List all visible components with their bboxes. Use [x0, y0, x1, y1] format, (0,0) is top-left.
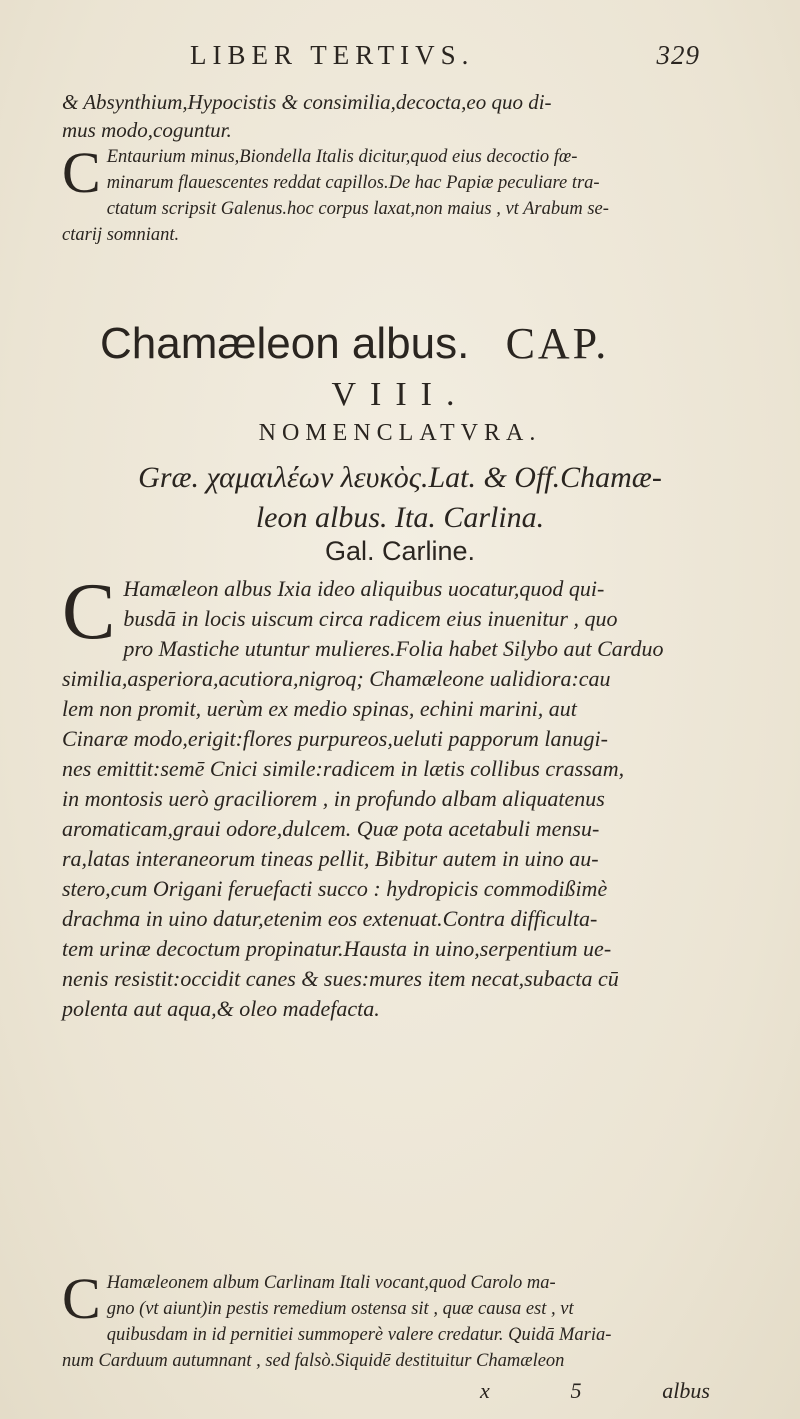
- page-footer: [480, 1378, 710, 1404]
- carlina-paragraph: [62, 1266, 712, 1374]
- drop-cap: C: [62, 140, 101, 205]
- signature-mark: x: [480, 1378, 490, 1403]
- centaurium-text: Entaurium minus,Biondella Italis dicitur,quod eius decoctio fœ- minarum flauescentes reddat capillos.De hac Papiæ peculiare tra- ctatum scripsit Galenus.hoc corpus laxat,non maius , vt Arabum se- ctarij somniant.: [62, 147, 609, 245]
- catchword: albus: [662, 1378, 710, 1403]
- page-number: 329: [656, 40, 700, 70]
- names-block: [0, 458, 800, 538]
- nomenclatura-heading: NOMENCLATVRA.: [258, 420, 542, 446]
- running-header: [190, 40, 700, 74]
- drop-cap: C: [62, 568, 116, 656]
- chapter-title: Chamæleon albus.: [100, 319, 470, 368]
- names-line-2: leon albus. Ita. Carlina.: [255, 501, 545, 534]
- names-line-1: Græ. χαμαιλέων λευκὸς.Lat. & Off.Chamæ-: [138, 461, 662, 494]
- main-paragraph: [62, 568, 712, 1024]
- carlina-text: Hamæleonem album Carlinam Itali vocant,quod Carolo ma- gno (vt aiunt)in pestis remedium ostensa sit , quæ causa est , vt quibusdam in id pernitiei summoperè valere credatur. Quidā Maria- num Carduum autumnant , sed falsò.Siquidē destituitur Chamæleon: [62, 1273, 612, 1371]
- intro-text: & Absynthium,Hypocistis & consimilia,decocta,eo quo di- mus modo,coguntur.: [62, 90, 552, 142]
- gallic-name: Gal. Carline.: [324, 536, 476, 566]
- running-head: LIBER TERTIVS.: [190, 40, 475, 70]
- signature-number: 5: [570, 1378, 582, 1403]
- drop-cap: C: [62, 1266, 101, 1331]
- main-text: Hamæleon albus Ixia ideo aliquibus uocatur,quod qui- busdā in locis uiscum circa radicem eius inuenitur , quo pro Mastiche utuntur mulieres.Folia habet Silybo aut Carduo similia,asperiora,acutiora,nigroq; Chamæleone ualidiora:cau lem non promit, uerùm ex medio spinas, echini marini, aut Cinaræ modo,erigit:flores purpureos,ueluti papporum lanugi- nes emittit:semē Cnici simile:radicem in lætis collibus crassam, in montosis uerò graciliorem , in profundo albam aliquatenus aromaticam,graui odore,dulcem. Quæ pota acetabuli mensu- ra,latas interaneorum tineas pellit, Bibitur autem in uino au- stero,cum Origani feruefacti succo : hydropicis commodißimè drachma in uino datur,etenim eos extenuat.Contra difficulta- tem urinæ decoctum propinatur.Hausta in uino,serpentium ue- nenis resistit:occidit canes & sues:mures item necat,subacta cū polenta aut aqua,& oleo madefacta.: [62, 576, 664, 1021]
- centaurium-paragraph: [62, 140, 712, 248]
- intro-paragraph: [62, 88, 712, 144]
- chapter-number: VIII.: [331, 376, 469, 413]
- chapter-title-line: [100, 318, 740, 369]
- chapter-cap-label: CAP.: [505, 319, 610, 368]
